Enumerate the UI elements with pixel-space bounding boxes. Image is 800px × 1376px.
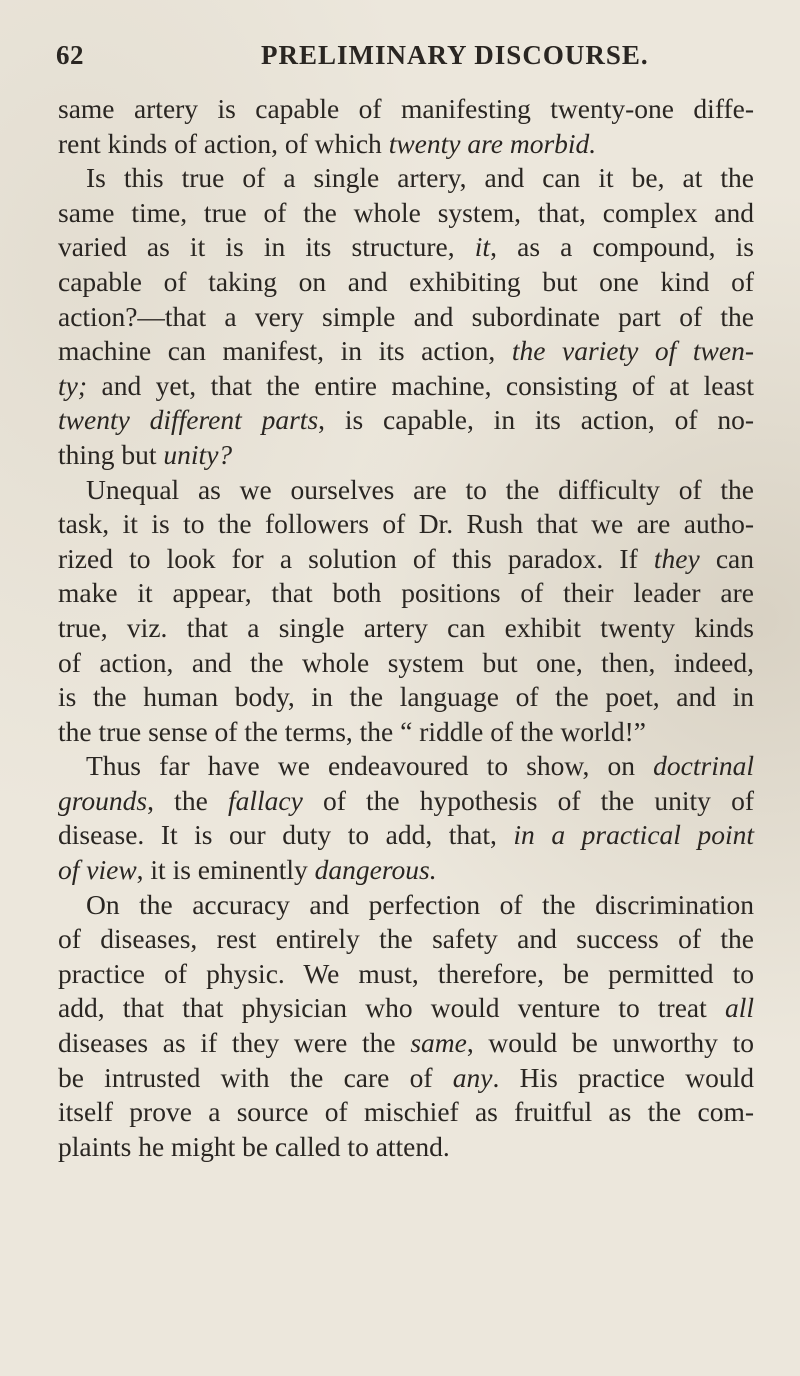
italic-text: any bbox=[452, 1061, 493, 1093]
text-run: disease. It is our duty to add, that, bbox=[58, 819, 514, 851]
text-run: add, that that physician who would venture to treat bbox=[58, 992, 725, 1024]
paragraph bbox=[58, 161, 754, 472]
text-line bbox=[58, 334, 754, 369]
text-line bbox=[58, 507, 754, 542]
text-line bbox=[58, 1095, 754, 1130]
text-run: same artery is capable of manifesting twenty-one diffe- bbox=[58, 93, 754, 124]
italic-text: the variety of twen- bbox=[511, 335, 754, 367]
text-run: same time, true of the whole system, that, complex and bbox=[58, 196, 754, 228]
text-run: , is capable, in its action, of no- bbox=[318, 404, 754, 436]
text-run: plaints he might be called to attend. bbox=[58, 1130, 450, 1162]
text-run: of diseases, rest entirely the safety and success of the bbox=[58, 923, 754, 955]
text-run: rized to look for a solution of this paradox. If bbox=[58, 542, 654, 574]
italic-text: dangerous. bbox=[314, 854, 437, 886]
text-run: practice of physic. We must, therefore, be permitted to bbox=[58, 957, 754, 989]
text-line bbox=[58, 1061, 754, 1096]
text-line bbox=[58, 161, 754, 196]
text-line bbox=[58, 646, 754, 681]
text-line bbox=[58, 369, 754, 404]
text-line bbox=[58, 265, 754, 300]
text-line bbox=[58, 957, 754, 992]
text-run: machine can manifest, in its action, bbox=[58, 335, 512, 367]
text-run: Unequal as we ourselves are to the difficulty of the bbox=[86, 473, 754, 505]
body-text bbox=[58, 92, 754, 1164]
text-line bbox=[58, 576, 754, 611]
italic-text: they bbox=[653, 542, 700, 574]
text-run: true, viz. that a single artery can exhibit twenty kinds bbox=[58, 611, 754, 643]
italic-text: of view bbox=[58, 854, 137, 886]
text-line bbox=[58, 611, 754, 646]
italic-text: in a practical point bbox=[513, 819, 754, 851]
text-run: be intrusted with the care of bbox=[58, 1061, 453, 1093]
italic-text: fallacy bbox=[227, 784, 303, 816]
text-run: diseases as if they were the bbox=[58, 1027, 411, 1059]
text-line bbox=[58, 680, 754, 715]
text-line bbox=[58, 542, 754, 577]
text-line bbox=[58, 922, 754, 957]
italic-text: twenty different parts bbox=[58, 404, 319, 436]
running-head bbox=[56, 40, 756, 74]
text-line bbox=[58, 196, 754, 231]
text-run: . His practice would bbox=[492, 1061, 754, 1093]
text-line bbox=[58, 888, 754, 923]
text-run: On the accuracy and perfection of the discrimination bbox=[86, 888, 754, 920]
paragraph bbox=[58, 749, 754, 887]
text-line bbox=[58, 818, 754, 853]
text-line bbox=[58, 230, 754, 265]
text-line bbox=[58, 715, 754, 750]
text-run: task, it is to the followers of Dr. Rush that we are autho- bbox=[58, 508, 754, 540]
italic-text: all bbox=[724, 992, 754, 1024]
text-run: Thus far have we endeavoured to show, on bbox=[86, 750, 654, 782]
text-line bbox=[58, 473, 754, 508]
italic-text: doctrinal bbox=[653, 750, 754, 782]
italic-text: twenty are morbid. bbox=[388, 127, 597, 159]
text-line bbox=[58, 1130, 754, 1165]
text-run: and yet, that the entire machine, consisting of at least bbox=[87, 369, 754, 401]
text-line bbox=[58, 438, 754, 473]
text-run: capable of taking on and exhibiting but one kind of bbox=[58, 265, 754, 297]
text-line bbox=[58, 300, 754, 335]
text-run: , the bbox=[147, 784, 228, 816]
page-number: 62 bbox=[56, 40, 84, 70]
text-run: is the human body, in the language of the poet, and in bbox=[58, 681, 754, 713]
text-line bbox=[58, 403, 754, 438]
text-run: , as a compound, is bbox=[490, 231, 754, 263]
text-run: rent kinds of action, of which bbox=[58, 127, 389, 159]
italic-text: unity? bbox=[163, 438, 233, 470]
text-line bbox=[58, 749, 754, 784]
text-line bbox=[58, 991, 754, 1026]
paragraph bbox=[58, 888, 754, 1165]
italic-text: ty; bbox=[58, 369, 88, 401]
italic-text: it bbox=[474, 231, 491, 263]
text-run: varied as it is in its structure, bbox=[58, 231, 475, 263]
text-run: make it appear, that both positions of their leader are bbox=[58, 577, 754, 609]
text-run: , it is eminently bbox=[136, 854, 315, 886]
italic-text: same bbox=[410, 1027, 467, 1059]
text-run: , would be unworthy to bbox=[466, 1027, 754, 1059]
text-run: of the hypothesis of the unity of bbox=[302, 784, 754, 816]
text-run: itself prove a source of mischief as fruitful as the com- bbox=[58, 1096, 754, 1128]
text-line bbox=[58, 853, 754, 888]
running-title: PRELIMINARY DISCOURSE. bbox=[261, 40, 649, 70]
italic-text: grounds bbox=[58, 784, 148, 816]
text-run: of action, and the whole system but one, then, indeed, bbox=[58, 646, 754, 678]
text-run: action?—that a very simple and subordinate part of the bbox=[58, 300, 754, 332]
text-run: the true sense of the terms, the “ riddle of the world!” bbox=[58, 715, 646, 747]
text-run: Is this true of a single artery, and can it be, at the bbox=[86, 162, 754, 194]
text-run: can bbox=[699, 542, 754, 574]
text-line bbox=[58, 92, 754, 127]
text-line bbox=[58, 784, 754, 819]
text-line bbox=[58, 1026, 754, 1061]
text-line bbox=[58, 127, 754, 162]
paragraph bbox=[58, 473, 754, 750]
paragraph bbox=[58, 92, 754, 161]
text-run: thing but bbox=[58, 438, 164, 470]
